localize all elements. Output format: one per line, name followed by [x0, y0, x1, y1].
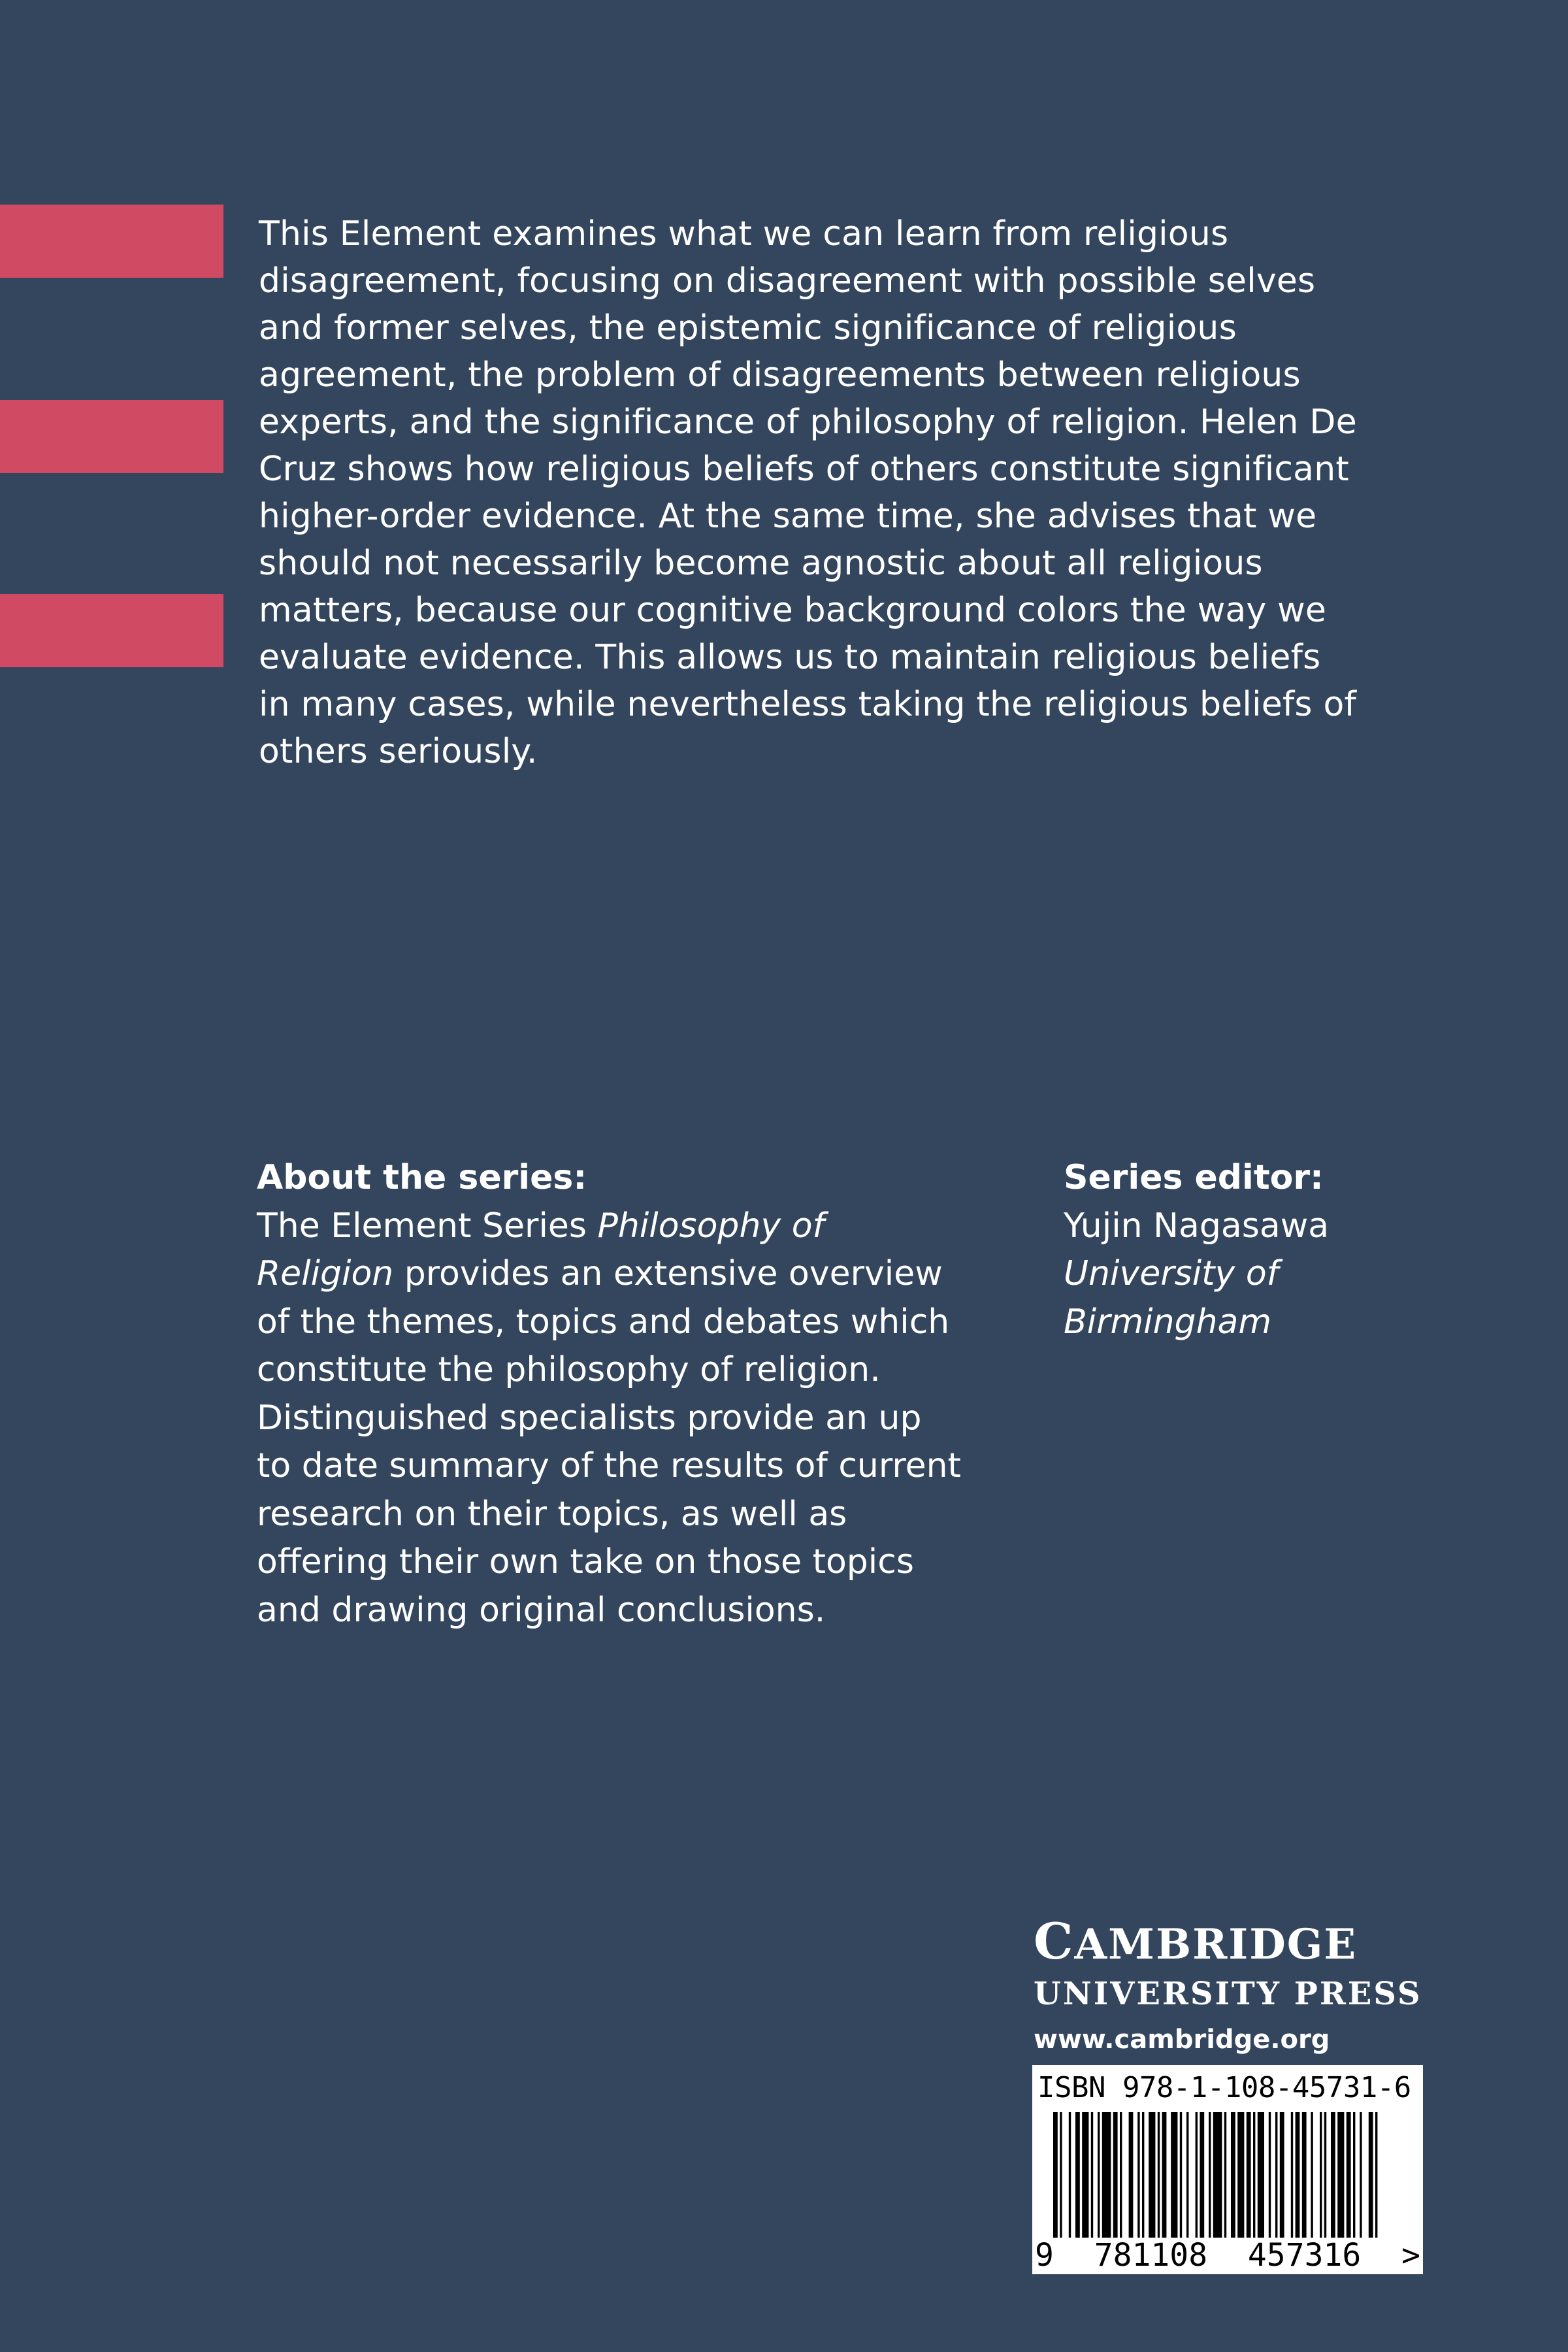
barcode-bar [1162, 2112, 1167, 2238]
barcode-bar [1142, 2112, 1144, 2238]
about-series-line: constitute the philosophy of religion. [257, 1350, 881, 1389]
barcode-bar [1247, 2112, 1251, 2238]
publisher-press: UNIVERSITY PRESS [1034, 1976, 1422, 2012]
barcode-bar [1369, 2112, 1373, 2238]
about-series-line: research on their topics, as well as [257, 1494, 847, 1534]
barcode-bar [1224, 2112, 1226, 2238]
about-series-line [257, 1202, 1028, 1251]
isbn-number: ISBN 978-1-108-45731-6 [1037, 2071, 1411, 2104]
accent-bar-bottom [0, 594, 223, 667]
publisher-name [1034, 1912, 1426, 1975]
barcode-bar [1082, 2112, 1088, 2238]
publisher-logo [1034, 1912, 1426, 2056]
about-series-text [257, 1202, 1028, 1635]
barcode-bar [1060, 2112, 1062, 2238]
barcode-bar [1275, 2112, 1277, 2238]
about-series-line: to date summary of the results of current [257, 1446, 961, 1485]
barcode-bar [1102, 2112, 1111, 2238]
series-editor-name: Yujin Nagasawa [1064, 1206, 1330, 1246]
barcode-bar [1075, 2112, 1080, 2238]
barcode-bars [1032, 2112, 1423, 2238]
barcode-bar [1129, 2112, 1134, 2238]
about-series-section [257, 1154, 1028, 1634]
description-line: should not necessarily become agnostic about all religious [259, 544, 1263, 583]
book-description [259, 210, 1448, 775]
barcode-digit-group: 457316 [1247, 2237, 1362, 2274]
barcode-bar [1291, 2112, 1293, 2238]
barcode-bar [1231, 2112, 1235, 2238]
description-line: higher-order evidence. At the same time, she advises that we [259, 497, 1317, 536]
description-line: Cruz shows how religious beliefs of others constitute significant [259, 450, 1349, 489]
barcode-bar [1375, 2112, 1377, 2238]
series-title-part1: Philosophy of [597, 1206, 825, 1246]
description-line: This Element examines what we can learn from religious [259, 214, 1229, 254]
publisher-name-initial: C [1034, 1912, 1075, 1970]
barcode-bar [1137, 2112, 1139, 2238]
about-series-heading: About the series: [257, 1158, 587, 1197]
description-line: others seriously. [259, 732, 538, 771]
barcode-bar [1302, 2112, 1307, 2238]
barcode-bar [1180, 2112, 1182, 2238]
barcode-bar [1347, 2112, 1351, 2238]
publisher-name-rest: AMBRIDGE [1074, 1920, 1358, 1969]
accent-bar-middle [0, 400, 223, 473]
isbn-barcode [1032, 2065, 1423, 2274]
about-series-line: of the themes, topics and debates which [257, 1302, 950, 1342]
series-text-suffix: provides an extensive overview [393, 1254, 943, 1293]
barcode-bar [1209, 2112, 1211, 2238]
description-line: matters, because our cognitive background colors the way we [259, 591, 1327, 630]
series-editor-affiliation-line1: University of [1064, 1254, 1279, 1293]
barcode-bar [1337, 2112, 1344, 2238]
accent-bar-top [0, 205, 223, 278]
barcode-bar [1053, 2112, 1058, 2238]
barcode-bar [1213, 2112, 1222, 2238]
description-line: in many cases, while nevertheless taking the religious beliefs of [259, 685, 1356, 724]
barcode-bar [1237, 2112, 1244, 2238]
series-title-part2: Religion [257, 1254, 394, 1293]
barcode-digits [1035, 2238, 1420, 2273]
barcode-digit-group: > [1401, 2237, 1420, 2274]
barcode-bar [1091, 2112, 1093, 2238]
description-line: disagreement, focusing on disagreement with possible selves [259, 261, 1316, 301]
barcode-bar [1296, 2112, 1300, 2238]
barcode-bar [1269, 2112, 1271, 2238]
barcode-bar [1353, 2112, 1355, 2238]
barcode-bar [1360, 2112, 1362, 2238]
barcode-bar [1311, 2112, 1313, 2238]
barcode-bar [1120, 2112, 1122, 2238]
about-series-line: Distinguished specialists provide an up [257, 1398, 922, 1438]
series-editor-heading: Series editor: [1064, 1158, 1324, 1197]
barcode-bar [1280, 2112, 1284, 2238]
barcode-digit-group: 781108 [1094, 2237, 1208, 2274]
series-text-prefix: The Element Series [257, 1206, 598, 1246]
series-editor-affiliation-line2: Birmingham [1064, 1302, 1272, 1342]
description-line: agreement, the problem of disagreements between religious [259, 356, 1301, 395]
description-line: evaluate evidence. This allows us to maintain religious beliefs [259, 638, 1321, 677]
barcode-bar [1331, 2112, 1335, 2238]
barcode-bar [1186, 2112, 1188, 2238]
barcode-bar [1113, 2112, 1118, 2238]
series-editor-section [1064, 1154, 1482, 1346]
barcode-bar [1324, 2112, 1326, 2238]
barcode-bar [1200, 2112, 1204, 2238]
barcode-bar [1069, 2112, 1071, 2238]
barcode-bar [1196, 2112, 1198, 2238]
barcode-bar [1253, 2112, 1255, 2238]
barcode-bar [1098, 2112, 1100, 2238]
barcode-bar [1149, 2112, 1155, 2238]
barcode-bar [1320, 2112, 1322, 2238]
about-series-line [257, 1250, 1028, 1299]
barcode-bar [1158, 2112, 1160, 2238]
about-series-line: and drawing original conclusions. [257, 1590, 826, 1630]
description-line: experts, and the significance of philosophy of religion. Helen De [259, 403, 1357, 442]
barcode-digit-group: 9 [1035, 2237, 1054, 2274]
barcode-bar [1171, 2112, 1177, 2238]
publisher-url: www.cambridge.org [1034, 2025, 1330, 2055]
description-line: and former selves, the epistemic significance of religious [259, 308, 1237, 348]
about-series-line: offering their own take on those topics [257, 1542, 914, 1582]
barcode-bar [1258, 2112, 1264, 2238]
